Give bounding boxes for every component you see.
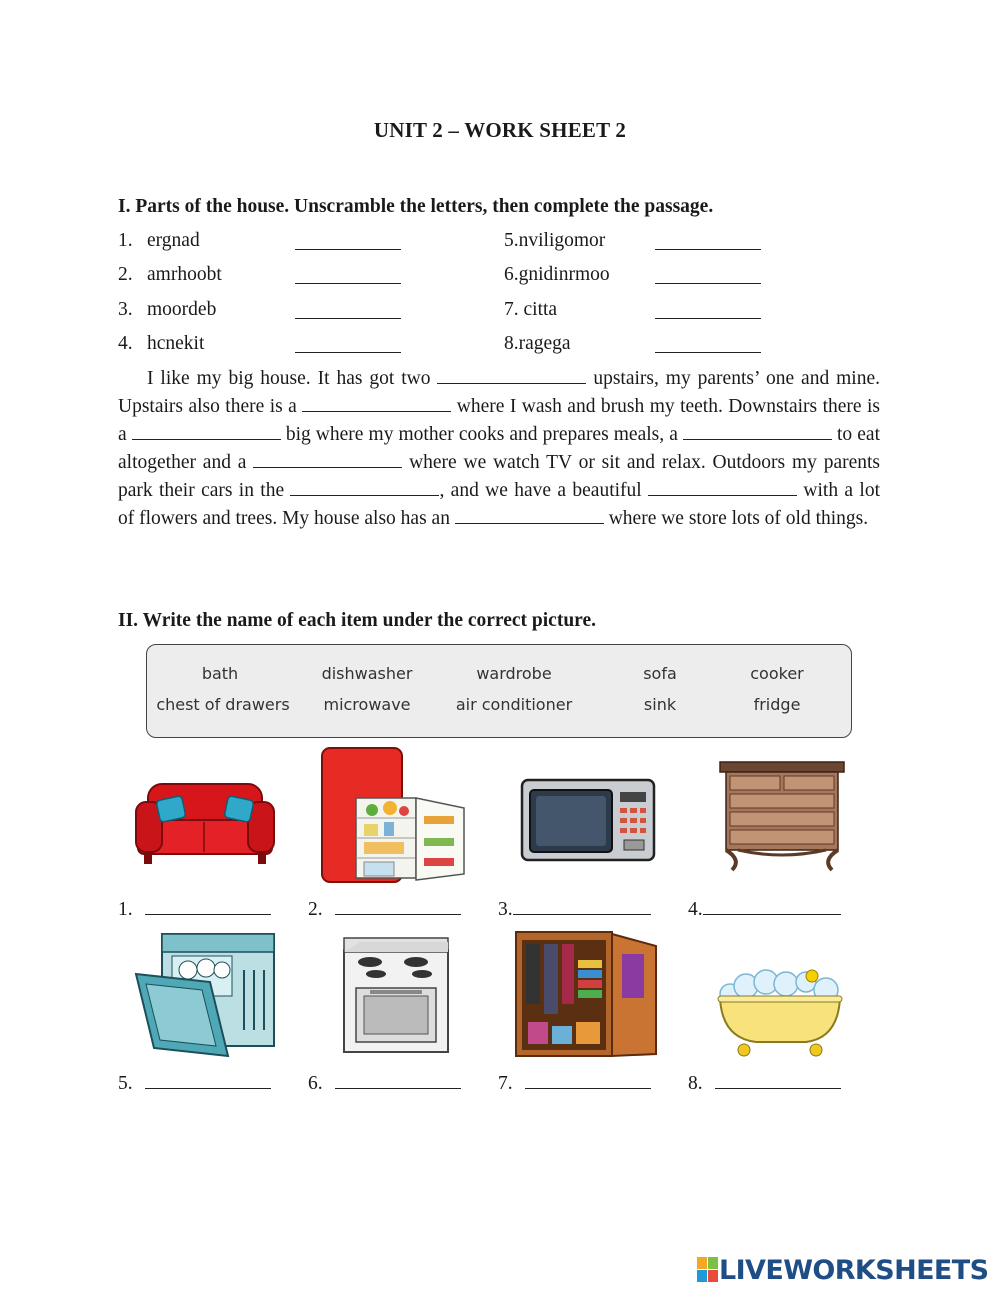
scrambled-word: 6.gnidinrmoo xyxy=(504,264,610,285)
worksheet-title: UNIT 2 – WORK SHEET 2 xyxy=(373,118,627,142)
passage-blank[interactable] xyxy=(290,478,439,496)
scrambled-word: moordeb xyxy=(147,299,217,320)
scrambled-word: 5.nviligomor xyxy=(504,230,606,251)
dishwasher-picture xyxy=(132,930,278,1058)
answer-line[interactable]: 5. xyxy=(118,1071,271,1095)
answer-line[interactable]: 7. xyxy=(498,1071,651,1095)
bath-picture xyxy=(716,968,844,1058)
word-bank-item: bath xyxy=(201,664,239,683)
fridge-picture xyxy=(320,746,468,886)
cooker-picture xyxy=(340,934,452,1056)
section-2-heading: II. Write the name of each item under the correct picture. xyxy=(118,610,597,631)
scramble-row xyxy=(118,264,818,292)
answer-line[interactable]: 8. xyxy=(688,1071,841,1095)
item-number: 4. xyxy=(118,333,133,354)
word-bank-item: air conditioner xyxy=(455,695,573,714)
scrambled-word: ergnad xyxy=(147,230,200,251)
scrambled-word: 8.ragega xyxy=(504,333,571,354)
answer-line[interactable]: 2. xyxy=(308,897,461,921)
word-bank-item: chest of drawers xyxy=(156,695,290,714)
chest-of-drawers-picture xyxy=(718,760,846,872)
scrambled-word: hcnekit xyxy=(147,333,205,354)
scrambled-word: 7. citta xyxy=(504,299,558,320)
word-bank-item: cooker xyxy=(750,664,804,683)
passage-blank[interactable] xyxy=(648,478,797,496)
word-bank-item: fridge xyxy=(753,695,801,714)
passage-blank[interactable] xyxy=(302,394,451,412)
passage-blank[interactable] xyxy=(683,422,832,440)
section-1-heading: I. Parts of the house. Unscramble the letters, then complete the passage. xyxy=(118,196,714,217)
answer-line[interactable]: 4. xyxy=(688,897,841,921)
wardrobe-picture xyxy=(512,930,660,1058)
word-bank xyxy=(146,644,852,738)
word-bank-item: microwave xyxy=(323,695,411,714)
passage: I like my big house. It has got two upstairs, my parents’ one and mine. Upstairs also there is a where I wash and brush my teeth. Downstairs there is a big where my mother cooks and prepares meals, a to eat altogether and a where we watch TV or sit and relax. Outdoors my parents park their cars in the , and we have a beautiful with a lot of flowers and trees. My house also has an where we store lots of old things. xyxy=(118,368,880,529)
logo-text: LIVEWORKSHEETS xyxy=(719,1254,989,1286)
item-number: 2. xyxy=(118,264,133,285)
scramble-row xyxy=(118,230,818,258)
word-bank-item: wardrobe xyxy=(476,664,552,683)
scramble-row xyxy=(118,333,818,361)
item-number: 3. xyxy=(118,299,133,320)
passage-blank[interactable] xyxy=(437,366,586,384)
answer-line[interactable]: 3. xyxy=(498,897,651,921)
sofa-picture xyxy=(134,778,276,868)
word-bank-item: sink xyxy=(643,695,677,714)
word-bank-item: dishwasher xyxy=(321,664,413,683)
microwave-picture xyxy=(520,778,656,866)
scramble-row xyxy=(118,299,818,327)
logo-blocks-icon xyxy=(697,1257,719,1283)
passage-blank[interactable] xyxy=(253,450,402,468)
word-bank-item: sofa xyxy=(643,664,677,683)
liveworksheets-logo xyxy=(697,1254,988,1286)
item-number: 1. xyxy=(118,230,133,251)
answer-line[interactable]: 1. xyxy=(118,897,271,921)
passage-blank[interactable] xyxy=(455,506,604,524)
scrambled-word: amrhoobt xyxy=(147,264,222,285)
answer-line[interactable]: 6. xyxy=(308,1071,461,1095)
passage-blank[interactable] xyxy=(132,422,281,440)
